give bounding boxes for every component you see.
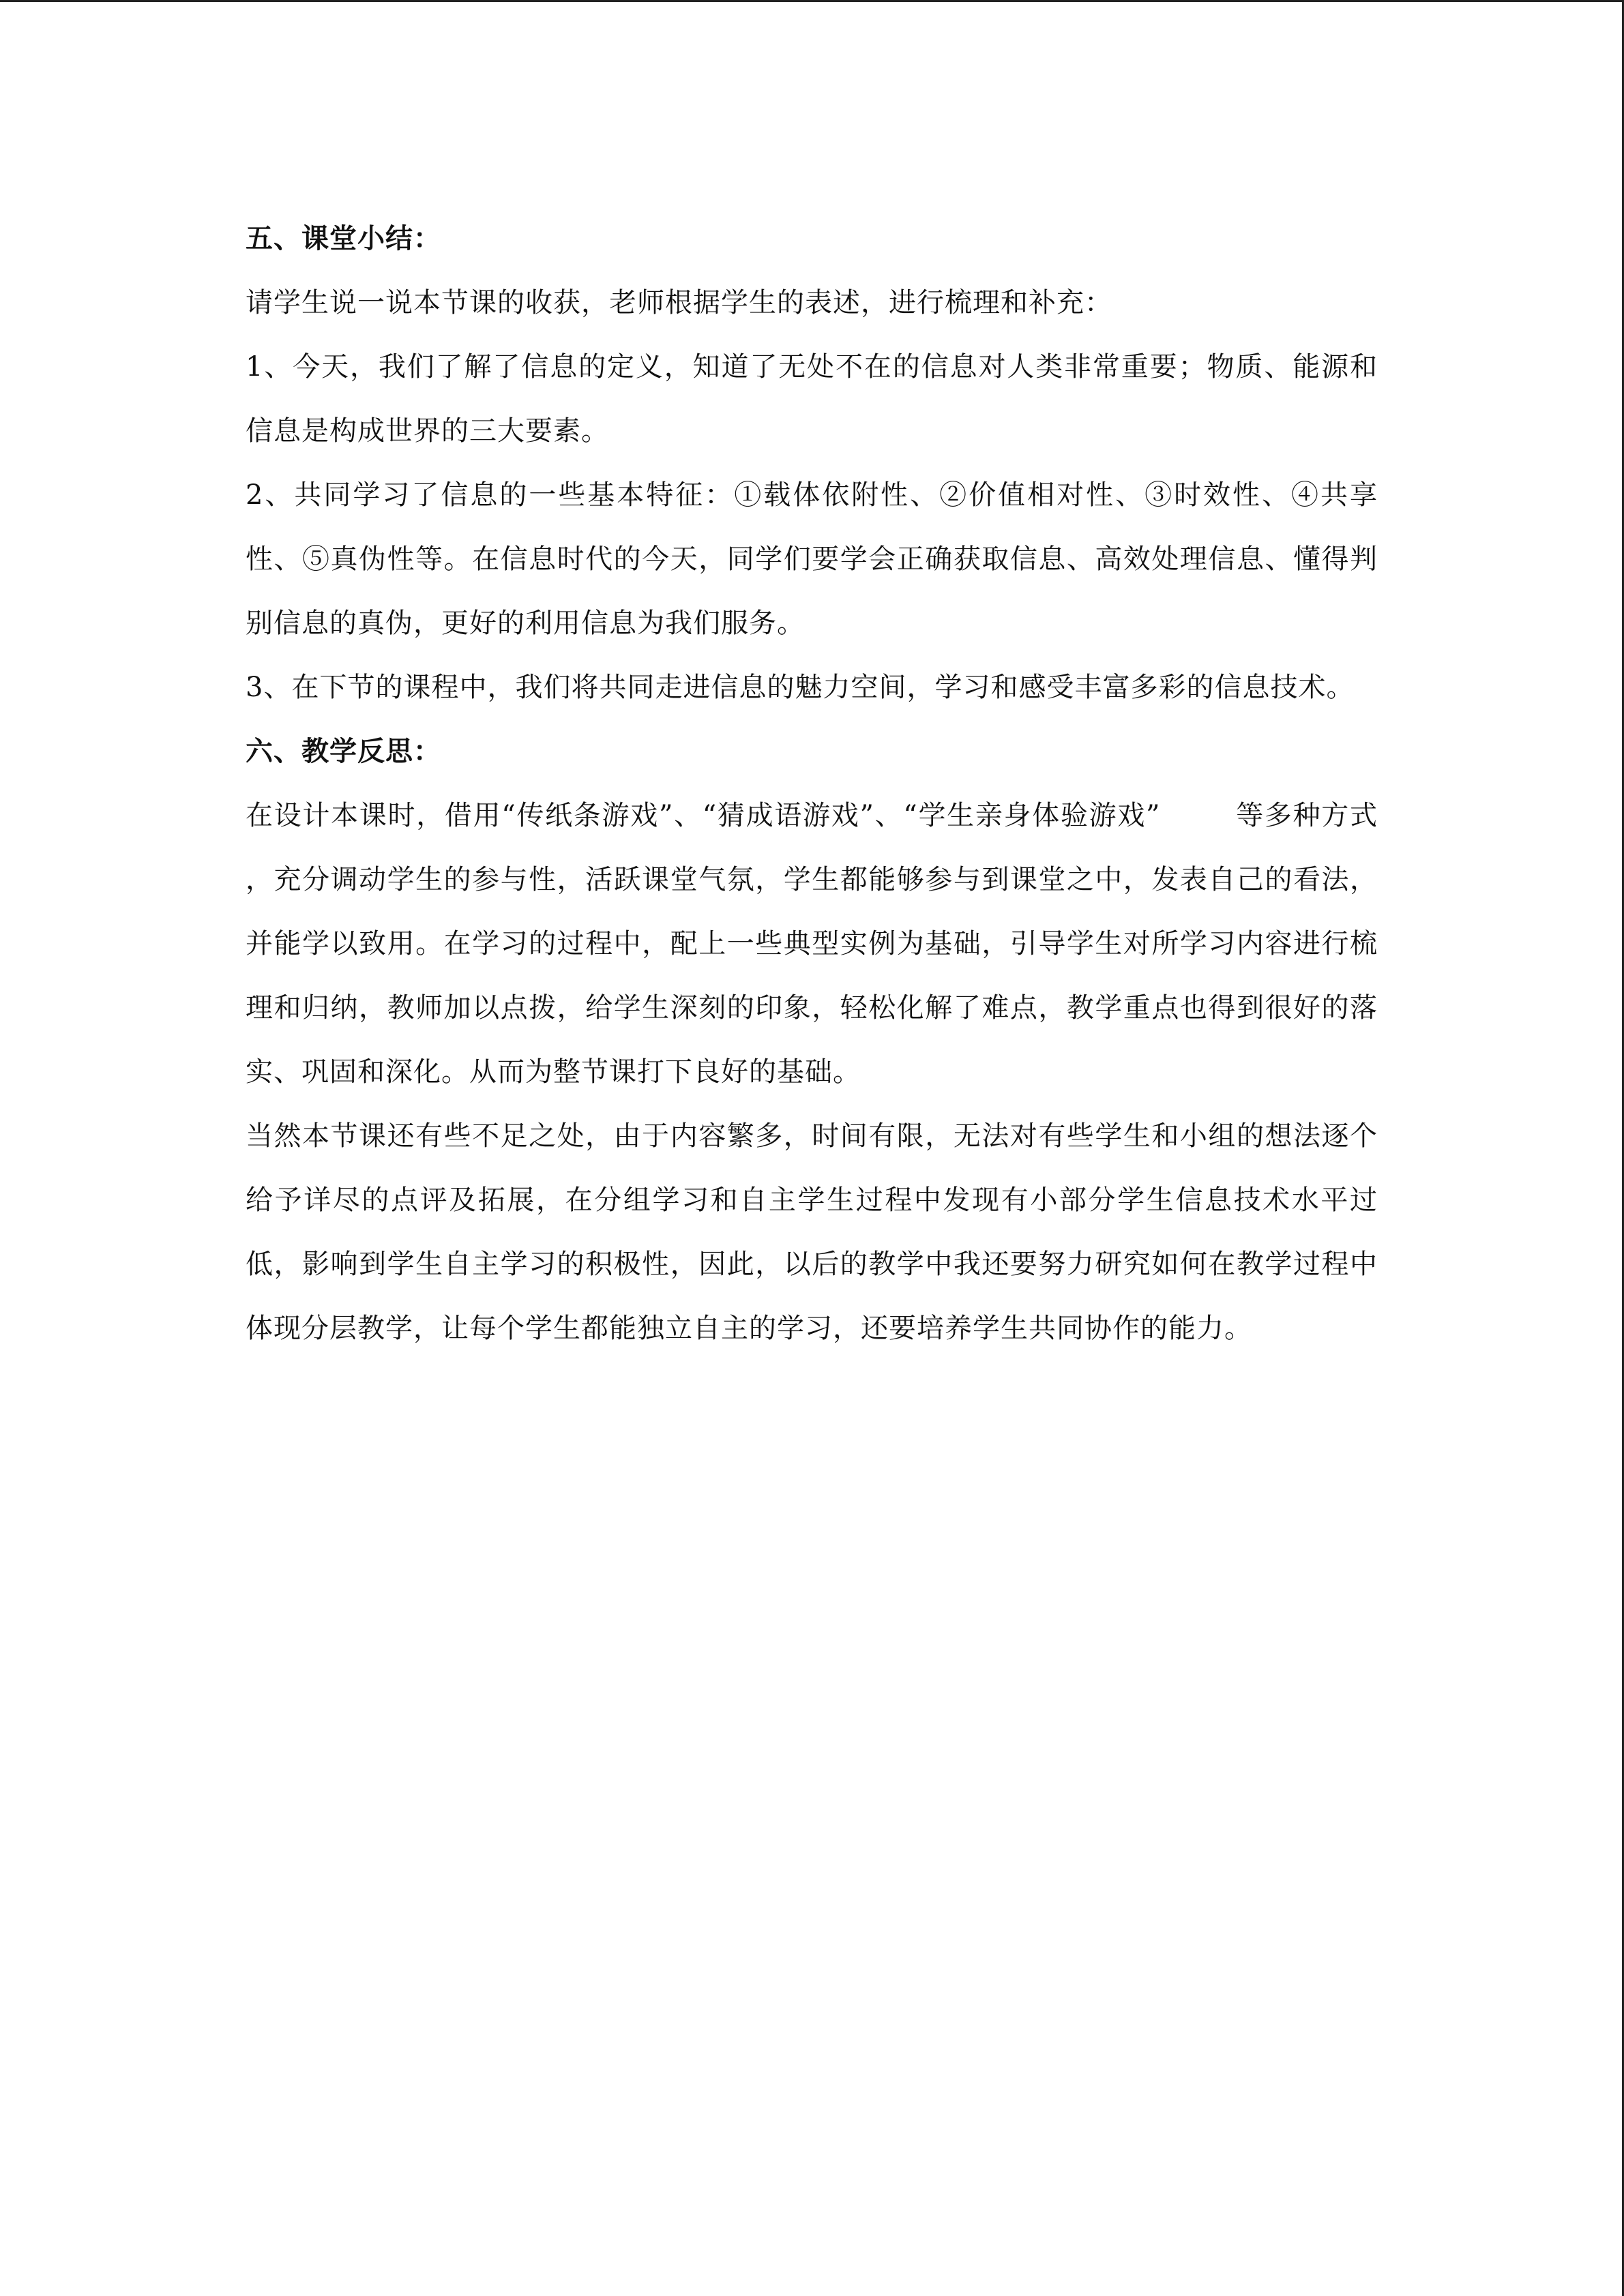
- document-body: [246, 207, 1378, 1360]
- reflection-paragraph-1-rest: 等多种方式 ，充分调动学生的参与性，活跃课堂气氛，学生都能够参与到课堂之中，发表自己的看法，并能学以致用。在学习的过程中，配上一些典型实例为基础，引导学生对所学习内容进行梳理和归纳，教师加以点拨，给学生深刻的印象，轻松化解了难点，教学重点也得到很好的落实、巩固和深化。从而为整节课打下良好的基础。: [246, 800, 1378, 1088]
- summary-intro: 请学生说一说本节课的收获，老师根据学生的表述，进行梳理和补充：: [246, 287, 1112, 318]
- summary-item-3: 3、在下节的课程中，我们将共同走进信息的魅力空间，学习和感受丰富多彩的信息技术。: [246, 672, 1355, 703]
- summary-item-1: 1、今天，我们了解了信息的定义，知道了无处不在的信息对人类非常重要；物质、能源和信息是构成世界的三大要素。: [246, 351, 1378, 447]
- reflection-paragraph-1: [246, 784, 1378, 1104]
- reflection-paragraph-2: 当然本节课还有些不足之处，由于内容繁多，时间有限，无法对有些学生和小组的想法逐个给予详尽的点评及拓展，在分组学习和自主学生过程中发现有小部分学生信息技术水平过低，影响到学生自主学习的积极性，因此，以后的教学中我还要努力研究如何在教学过程中体现分层教学，让每个学生都能独立自主的学习，还要培养学生共同协作的能力。: [246, 1120, 1378, 1344]
- section-heading-summary: 五、课堂小结：: [246, 222, 441, 254]
- reflection-paragraph-1-start: 在设计本课时，借用“传纸条游戏”、“猜成语游戏”、“学生亲身体验游戏”: [246, 800, 1161, 831]
- summary-item-2: 2、共同学习了信息的一些基本特征：①载体依附性、②价值相对性、③时效性、④共享性、⑤真伪性等。在信息时代的今天，同学们要学会正确获取信息、高效处理信息、懂得判别信息的真伪，更好的利用信息为我们服务。: [246, 479, 1378, 639]
- section-heading-reflection: 六、教学反思：: [246, 735, 441, 767]
